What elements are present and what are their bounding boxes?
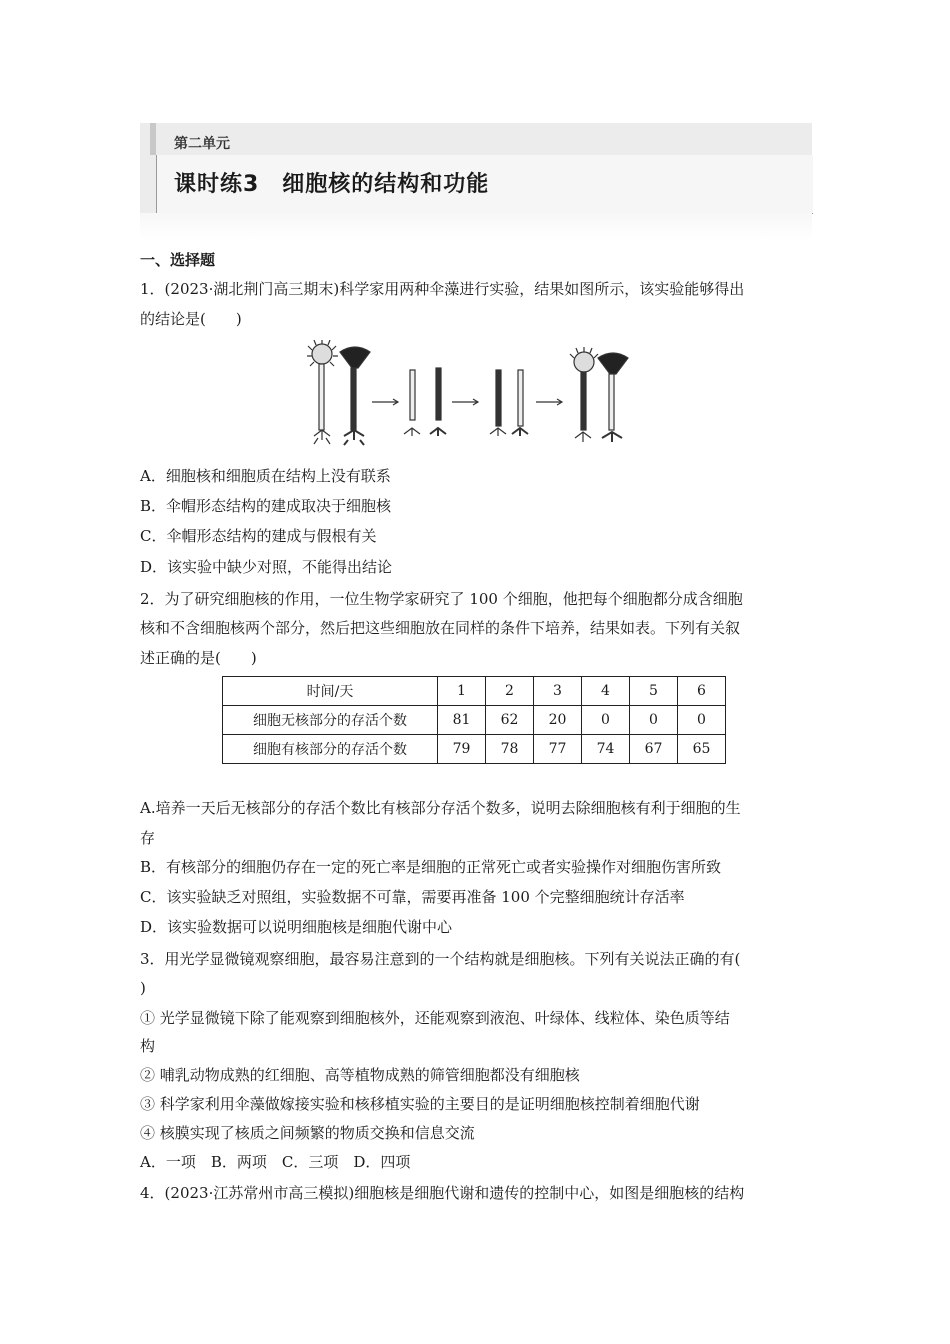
unit-label: 第二单元	[174, 136, 230, 152]
q2-option-a-line2: 存	[140, 829, 156, 847]
arrow-3	[536, 399, 562, 405]
q3-stem-line2: )	[140, 979, 146, 997]
table-cell: 20	[534, 706, 582, 735]
table-cell: 细胞有核部分的存活个数	[223, 735, 438, 764]
stage1-plants	[307, 340, 370, 445]
q2-stem-line3: 述正确的是( )	[140, 649, 257, 667]
q1-option-b: B．伞帽形态结构的建成取决于细胞核	[140, 497, 392, 515]
q1-option-a: A．细胞核和细胞质在结构上没有联系	[140, 467, 391, 485]
q2-option-d: D．该实验数据可以说明细胞核是细胞代谢中心	[140, 918, 453, 936]
q3-statement-2: ② 哺乳动物成熟的红细胞、高等植物成熟的筛管细胞都没有细胞核	[140, 1066, 580, 1084]
stage3-plants	[490, 370, 528, 436]
banner-fade	[140, 213, 812, 241]
q3-statement-1-line1: ① 光学显微镜下除了能观察到细胞核外，还能观察到液泡、叶绿体、线粒体、染色质等结	[140, 1009, 730, 1027]
q3-statement-4: ④ 核膜实现了核质之间频繁的物质交换和信息交流	[140, 1124, 475, 1142]
q3-statement-1-line2: 构	[140, 1037, 156, 1055]
q1-option-c: C．伞帽形态结构的建成与假根有关	[140, 527, 377, 545]
table-cell: 0	[582, 706, 630, 735]
table-cell: 时间/天	[223, 677, 438, 706]
lesson-title: 课时练3 细胞核的结构和功能	[174, 172, 490, 197]
unit-header-banner	[140, 123, 812, 241]
table-cell: 62	[486, 706, 534, 735]
table-cell: 65	[678, 735, 726, 764]
section-title: 一、选择题	[140, 251, 216, 269]
stage2-plants	[404, 368, 446, 436]
table-cell: 78	[486, 735, 534, 764]
q2-option-c: C．该实验缺乏对照组，实验数据不可靠，需要再准备 100 个完整细胞统计存活率	[140, 888, 685, 906]
stage4-plants	[570, 347, 628, 442]
table-cell: 67	[630, 735, 678, 764]
table-row	[223, 706, 726, 735]
table-cell: 3	[534, 677, 582, 706]
table-header-row	[223, 677, 726, 706]
banner-accent-bar	[150, 123, 156, 155]
table-cell: 6	[678, 677, 726, 706]
q1-option-d: D．该实验中缺少对照，不能得出结论	[140, 558, 393, 576]
q2-stem-line1: 2．为了研究细胞核的作用，一位生物学家研究了 100 个细胞，他把每个细胞都分成含细胞	[140, 590, 743, 608]
umbrella-algae-grafting-figure	[300, 340, 645, 452]
table-cell: 74	[582, 735, 630, 764]
table-cell: 0	[678, 706, 726, 735]
survival-table	[222, 676, 726, 764]
table-row	[223, 735, 726, 764]
table-cell: 2	[486, 677, 534, 706]
q1-stem-line1: 1．(2023·湖北荆门高三期末)科学家用两种伞藻进行实验，结果如图所示，该实验能够得出	[140, 280, 745, 298]
q3-statement-3: ③ 科学家利用伞藻做嫁接实验和核移植实验的主要目的是证明细胞核控制着细胞代谢	[140, 1095, 700, 1113]
q3-options: A．一项 B．两项 C．三项 D．四项	[140, 1153, 411, 1171]
q3-stem-line1: 3．用光学显微镜观察细胞，最容易注意到的一个结构就是细胞核。下列有关说法正确的有(	[140, 950, 741, 968]
table-cell: 79	[438, 735, 486, 764]
table-cell: 4	[582, 677, 630, 706]
q1-stem-line2: 的结论是( )	[140, 310, 242, 328]
table-cell: 0	[630, 706, 678, 735]
q2-stem-line2: 核和不含细胞核两个部分，然后把这些细胞放在同样的条件下培养，结果如表。下列有关叙	[140, 619, 741, 637]
table-cell: 81	[438, 706, 486, 735]
arrow-2	[452, 399, 478, 405]
arrow-1	[372, 399, 398, 405]
table-cell: 77	[534, 735, 582, 764]
table-cell: 细胞无核部分的存活个数	[223, 706, 438, 735]
q2-option-a-line1: A.培养一天后无核部分的存活个数比有核部分存活个数多，说明去除细胞核有利于细胞的生	[140, 799, 741, 817]
table-cell: 1	[438, 677, 486, 706]
q2-option-b: B．有核部分的细胞仍存在一定的死亡率是细胞的正常死亡或者实验操作对细胞伤害所致	[140, 858, 722, 876]
q4-stem-line1: 4．(2023·江苏常州市高三模拟)细胞核是细胞代谢和遗传的控制中心，如图是细胞核的结构	[140, 1184, 745, 1202]
table-cell: 5	[630, 677, 678, 706]
